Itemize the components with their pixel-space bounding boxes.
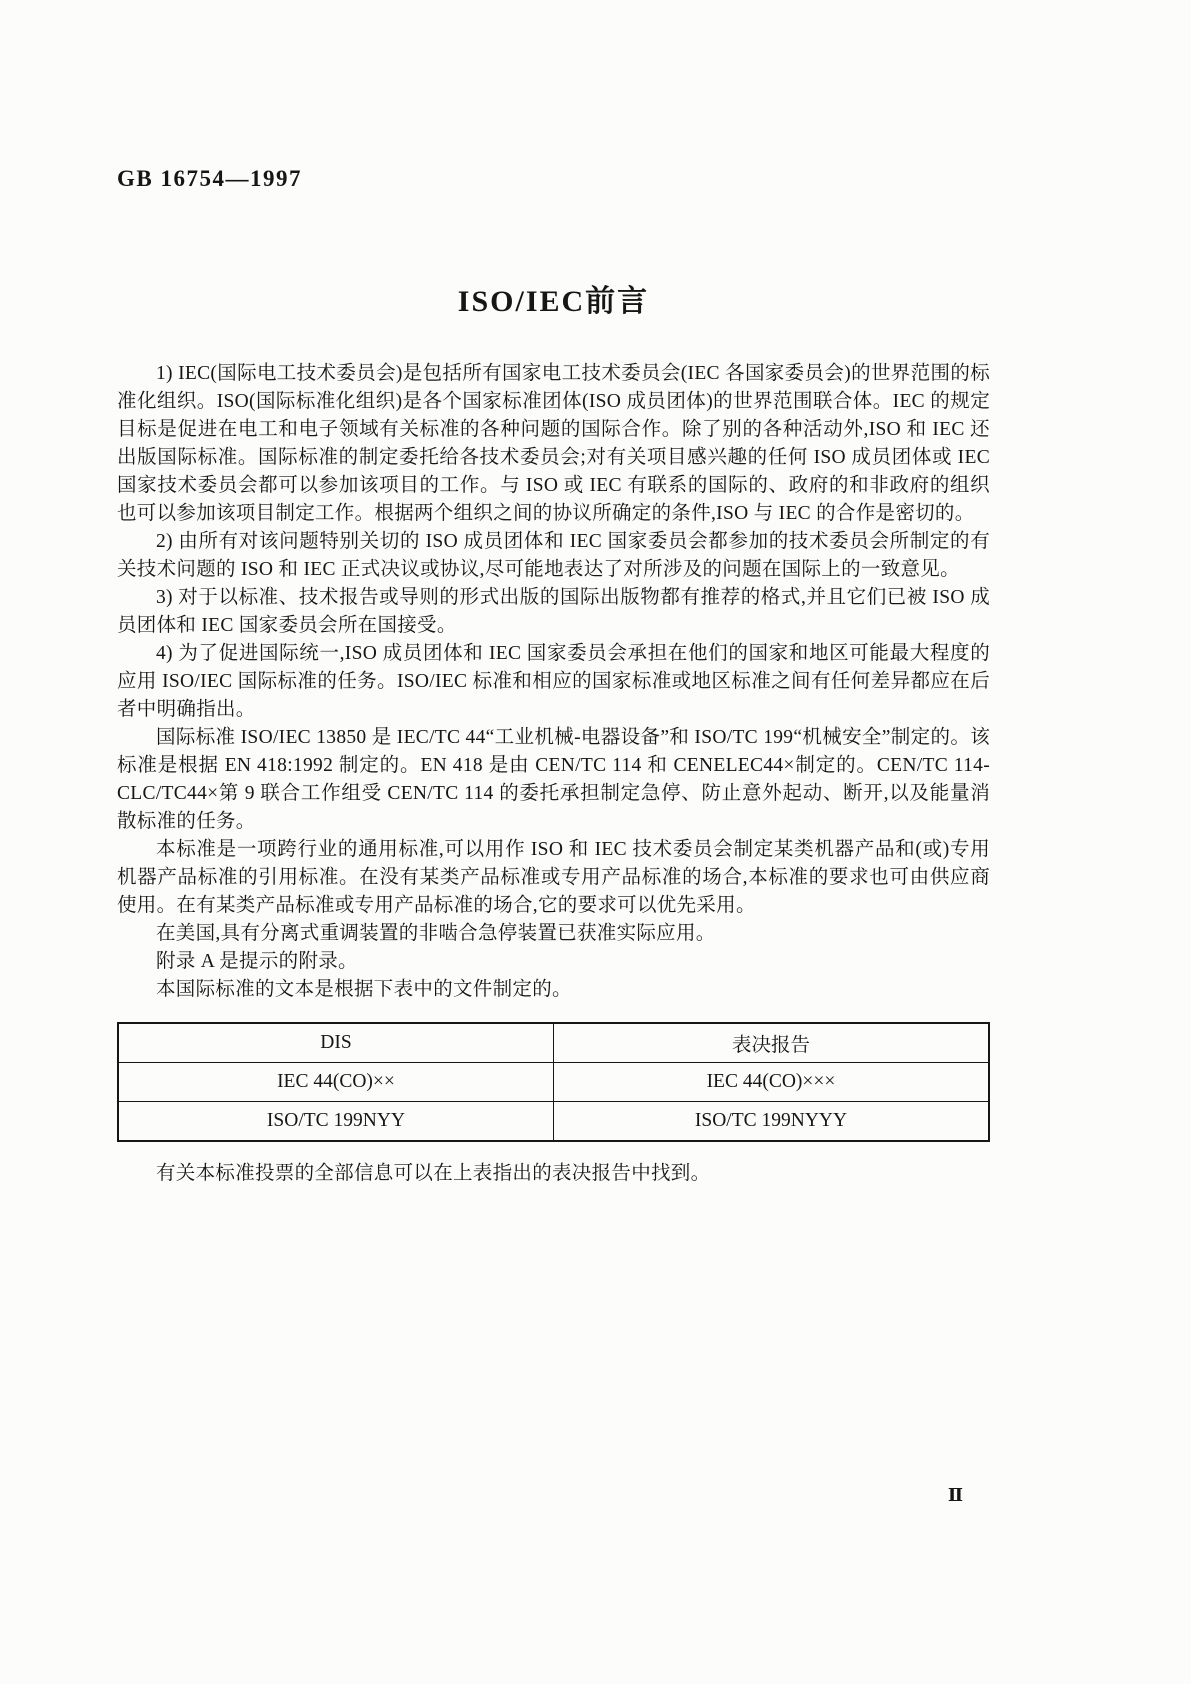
- paragraph-9: 本国际标准的文本是根据下表中的文件制定的。: [156, 979, 572, 1000]
- table-cell-dis-iec: IEC 44(CO)××: [118, 1063, 554, 1102]
- vote-report-table: [117, 1022, 990, 1142]
- paragraph-5: 国际标准 ISO/IEC 13850 是 IEC/TC 44“工业机械-电器设备”和 ISO/TC 199“机械安全”制定的。该标准是根据 EN 418:1992 制定的。EN 418 是由 CEN/TC 114 和 CENELEC44×制定的。CEN/TC 114-CLC/TC44×第 9 联合工作组受 CEN/TC 114 的委托承担制定急停、防止意外起动、断开,以及能量消散标准的任务。: [117, 727, 990, 832]
- page-title: ISO/IEC前言: [457, 285, 650, 318]
- table-header-dis: DIS: [118, 1023, 554, 1063]
- table-row: [118, 1063, 989, 1102]
- paragraph-2: 2) 由所有对该问题特别关切的 ISO 成员团体和 IEC 国家委员会都参加的技术委员会所制定的有关技术问题的 ISO 和 IEC 正式决议或协议,尽可能地表达了对所涉及的问题在国际上的一致意见。: [117, 531, 990, 580]
- paragraph-6: 本标准是一项跨行业的通用标准,可以用作 ISO 和 IEC 技术委员会制定某类机器产品和(或)专用机器产品标准的引用标准。在没有某类产品标准或专用产品标准的场合,本标准的要求也可由供应商使用。在有某类产品标准或专用产品标准的场合,它的要求可以优先采用。: [117, 839, 990, 916]
- table-cell-dis-iso: ISO/TC 199NYY: [118, 1102, 554, 1142]
- table-row: [118, 1102, 989, 1142]
- table-cell-report-iec: IEC 44(CO)×××: [554, 1063, 990, 1102]
- paragraph-8: 附录 A 是提示的附录。: [156, 951, 358, 972]
- table-cell-report-iso: ISO/TC 199NYYY: [554, 1102, 990, 1142]
- page-content: [117, 276, 990, 1188]
- table-header-row: [118, 1023, 989, 1063]
- page-number: Ⅱ: [947, 1485, 963, 1505]
- paragraph-4: 4) 为了促进国际统一,ISO 成员团体和 IEC 国家委员会承担在他们的国家和地区可能最大程度的应用 ISO/IEC 国际标准的任务。ISO/IEC 标准和相应的国家标准或地区标准之间有任何差异都应在后者中明确指出。: [117, 643, 990, 720]
- table-header-vote-report: 表决报告: [554, 1023, 990, 1063]
- standard-number: GB 16754—1997: [117, 166, 302, 191]
- footer-note: 有关本标准投票的全部信息可以在上表指出的表决报告中找到。: [156, 1163, 711, 1184]
- paragraph-1: 1) IEC(国际电工技术委员会)是包括所有国家电工技术委员会(IEC 各国家委员会)的世界范围的标准化组织。ISO(国际标准化组织)是各个国家标准团体(ISO 成员团体)的世界范围联合体。IEC 的规定目标是促进在电工和电子领域有关标准的各种问题的国际合作。除了别的各种活动外,ISO 和 IEC 还出版国际标准。国际标准的制定委托给各技术委员会;对有关项目感兴趣的任何 ISO 成员团体或 IEC 国家技术委员会都可以参加该项目的工作。与 ISO 或 IEC 有联系的国际的、政府的和非政府的组织也可以参加该项目制定工作。根据两个组织之间的协议所确定的条件,ISO 与 IEC 的合作是密切的。: [117, 363, 990, 524]
- paragraph-3: 3) 对于以标准、技术报告或导则的形式出版的国际出版物都有推荐的格式,并且它们已被 ISO 成员团体和 IEC 国家委员会所在国接受。: [117, 587, 990, 636]
- paragraph-7: 在美国,具有分离式重调装置的非啮合急停装置已获准实际应用。: [156, 923, 716, 944]
